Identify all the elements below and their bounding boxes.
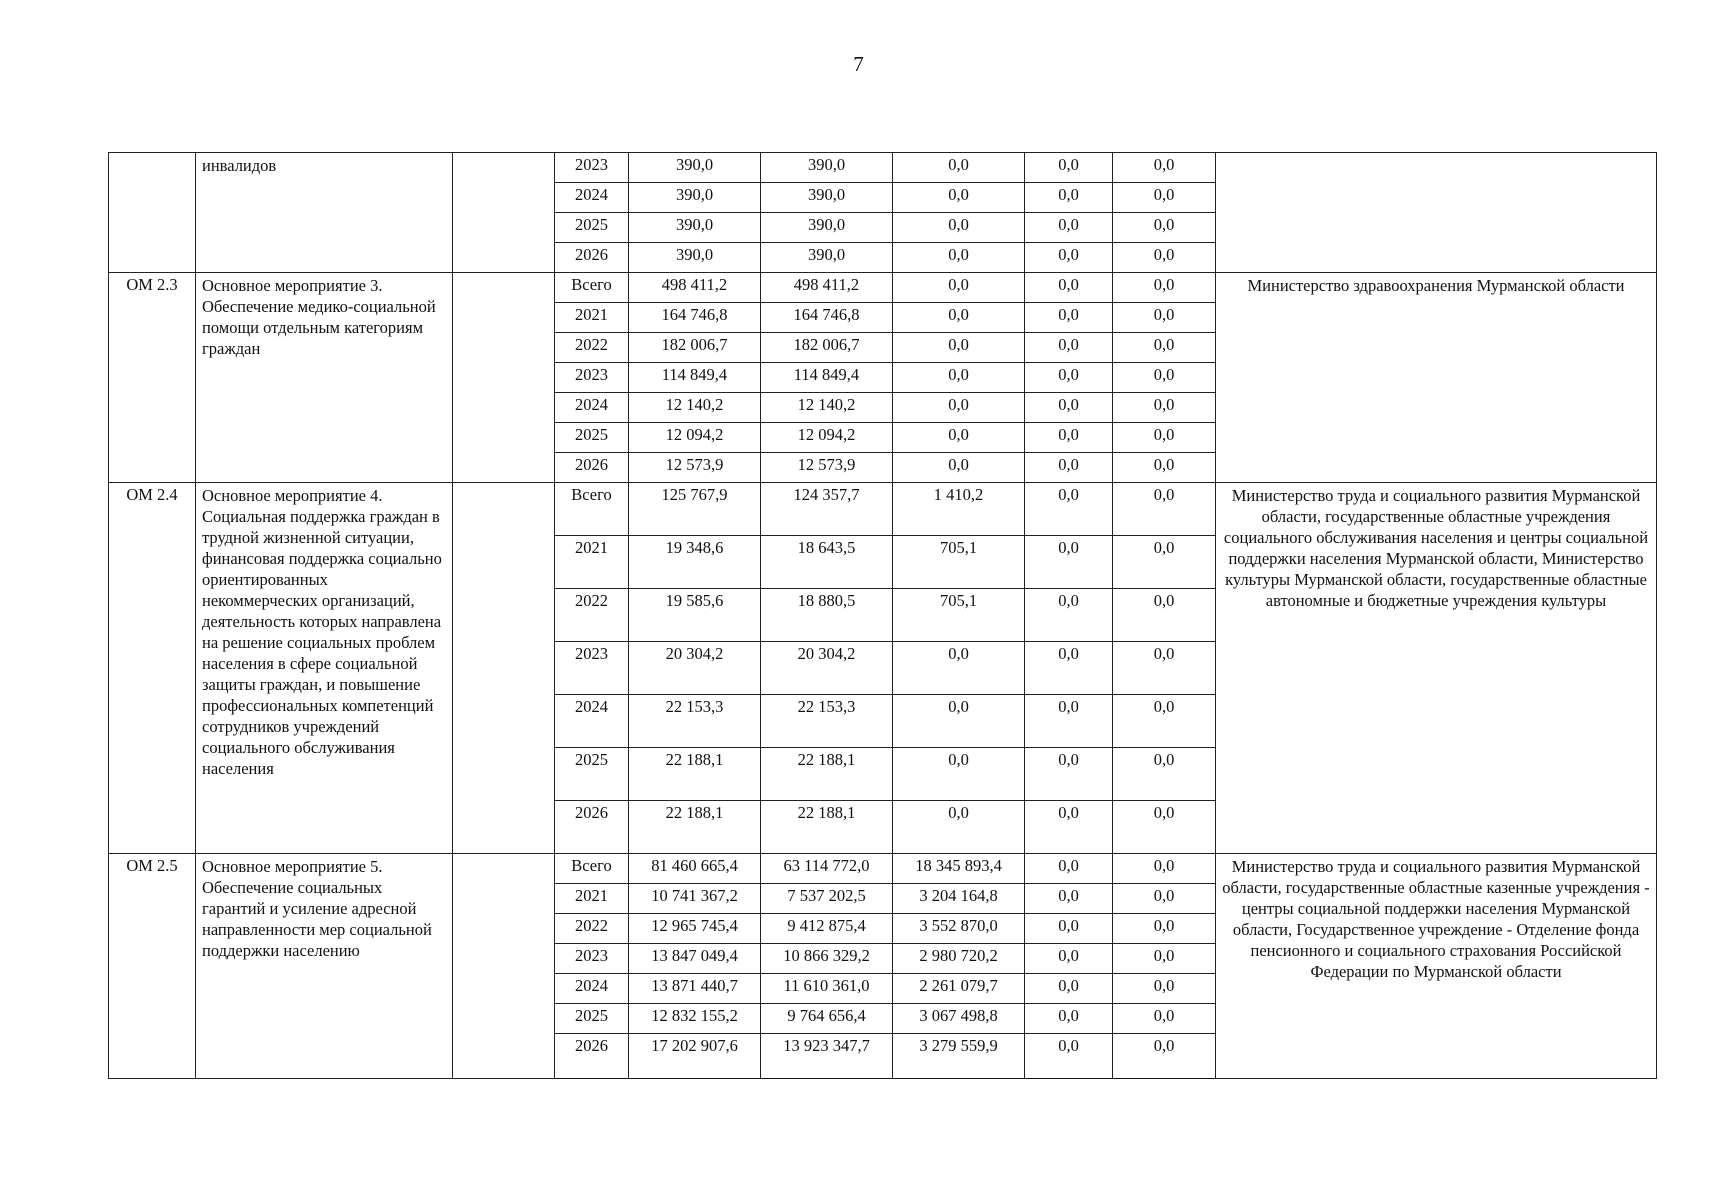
local-cell: 0,0	[1025, 801, 1113, 854]
measure-code: ОМ 2.3	[109, 273, 196, 483]
year-cell: 2024	[555, 393, 629, 423]
other-cell: 0,0	[1113, 153, 1216, 183]
local-cell: 0,0	[1025, 695, 1113, 748]
budget-cell: 390,0	[761, 213, 893, 243]
federal-cell: 18 345 893,4	[893, 854, 1025, 884]
measure-description: Основное мероприятие 3. Обеспечение медико-социальной помощи отдельным категориям граждан	[196, 273, 453, 483]
year-cell: 2024	[555, 183, 629, 213]
year-cell: 2025	[555, 213, 629, 243]
other-cell: 0,0	[1113, 243, 1216, 273]
table-row	[109, 153, 1657, 183]
total-cell: 13 871 440,7	[629, 974, 761, 1004]
total-cell: 498 411,2	[629, 273, 761, 303]
other-cell: 0,0	[1113, 453, 1216, 483]
federal-cell: 0,0	[893, 642, 1025, 695]
other-cell: 0,0	[1113, 273, 1216, 303]
year-cell: 2026	[555, 453, 629, 483]
total-cell: 12 140,2	[629, 393, 761, 423]
other-cell: 0,0	[1113, 854, 1216, 884]
measure-description: Основное мероприятие 4. Социальная поддержка граждан в трудной жизненной ситуации, финансовая поддержка социально ориентированных некоммерческих организаций, деятельность которых направлена на решение социальных проблем населения в сфере социальной защиты граждан, и повышение профессиональных компетенций сотрудников учреждений социального обслуживания населения	[196, 483, 453, 854]
total-cell: 390,0	[629, 153, 761, 183]
federal-cell: 0,0	[893, 423, 1025, 453]
local-cell: 0,0	[1025, 884, 1113, 914]
year-cell: 2023	[555, 944, 629, 974]
other-cell: 0,0	[1113, 748, 1216, 801]
federal-cell: 0,0	[893, 801, 1025, 854]
other-cell: 0,0	[1113, 944, 1216, 974]
table-body	[109, 153, 1657, 1079]
total-cell: 10 741 367,2	[629, 884, 761, 914]
responsible-executor: Министерство труда и социального развития Мурманской области, государственные областные казенные учреждения - центры социальной поддержки населения Мурманской области, Государственное учреждение - Отделение фонда пенсионного и социального страхования Российской Федерации по Мурманской области	[1216, 854, 1657, 1079]
budget-cell: 11 610 361,0	[761, 974, 893, 1004]
other-cell: 0,0	[1113, 801, 1216, 854]
total-cell: 22 153,3	[629, 695, 761, 748]
budget-cell: 12 140,2	[761, 393, 893, 423]
budget-cell: 124 357,7	[761, 483, 893, 536]
year-cell: 2024	[555, 695, 629, 748]
table-row	[109, 854, 1657, 884]
year-cell: 2024	[555, 974, 629, 1004]
other-cell: 0,0	[1113, 333, 1216, 363]
year-cell: 2022	[555, 589, 629, 642]
federal-cell: 0,0	[893, 273, 1025, 303]
page-number: 7	[853, 52, 864, 76]
total-cell: 13 847 049,4	[629, 944, 761, 974]
funding-table	[108, 152, 1657, 1079]
year-cell: 2021	[555, 884, 629, 914]
total-cell: 22 188,1	[629, 748, 761, 801]
local-cell: 0,0	[1025, 642, 1113, 695]
local-cell: 0,0	[1025, 333, 1113, 363]
total-cell: 81 460 665,4	[629, 854, 761, 884]
local-cell: 0,0	[1025, 453, 1113, 483]
local-cell: 0,0	[1025, 483, 1113, 536]
budget-cell: 164 746,8	[761, 303, 893, 333]
year-cell: Всего	[555, 273, 629, 303]
federal-cell: 0,0	[893, 303, 1025, 333]
total-cell: 20 304,2	[629, 642, 761, 695]
year-cell: Всего	[555, 483, 629, 536]
year-cell: 2023	[555, 363, 629, 393]
local-cell: 0,0	[1025, 536, 1113, 589]
total-cell: 164 746,8	[629, 303, 761, 333]
responsible-executor	[1216, 153, 1657, 273]
total-cell: 125 767,9	[629, 483, 761, 536]
total-cell: 12 094,2	[629, 423, 761, 453]
federal-cell: 3 279 559,9	[893, 1034, 1025, 1079]
local-cell: 0,0	[1025, 1004, 1113, 1034]
federal-cell: 3 067 498,8	[893, 1004, 1025, 1034]
federal-cell: 0,0	[893, 393, 1025, 423]
federal-cell: 0,0	[893, 453, 1025, 483]
budget-cell: 12 573,9	[761, 453, 893, 483]
other-cell: 0,0	[1113, 483, 1216, 536]
other-cell: 0,0	[1113, 1034, 1216, 1079]
local-cell: 0,0	[1025, 153, 1113, 183]
local-cell: 0,0	[1025, 944, 1113, 974]
other-cell: 0,0	[1113, 642, 1216, 695]
other-cell: 0,0	[1113, 183, 1216, 213]
total-cell: 22 188,1	[629, 801, 761, 854]
year-cell: 2021	[555, 303, 629, 333]
year-cell: 2021	[555, 536, 629, 589]
budget-cell: 18 880,5	[761, 589, 893, 642]
budget-cell: 18 643,5	[761, 536, 893, 589]
federal-cell: 0,0	[893, 243, 1025, 273]
other-cell: 0,0	[1113, 303, 1216, 333]
federal-cell: 2 980 720,2	[893, 944, 1025, 974]
federal-cell: 1 410,2	[893, 483, 1025, 536]
other-cell: 0,0	[1113, 589, 1216, 642]
total-cell: 19 585,6	[629, 589, 761, 642]
other-cell: 0,0	[1113, 695, 1216, 748]
federal-cell: 705,1	[893, 589, 1025, 642]
other-cell: 0,0	[1113, 423, 1216, 453]
budget-cell: 114 849,4	[761, 363, 893, 393]
federal-cell: 0,0	[893, 183, 1025, 213]
measure-code: ОМ 2.5	[109, 854, 196, 1079]
other-cell: 0,0	[1113, 974, 1216, 1004]
other-cell: 0,0	[1113, 393, 1216, 423]
budget-cell: 9 412 875,4	[761, 914, 893, 944]
total-cell: 114 849,4	[629, 363, 761, 393]
total-cell: 12 832 155,2	[629, 1004, 761, 1034]
local-cell: 0,0	[1025, 183, 1113, 213]
empty-cell	[453, 483, 555, 854]
other-cell: 0,0	[1113, 914, 1216, 944]
other-cell: 0,0	[1113, 884, 1216, 914]
budget-cell: 390,0	[761, 183, 893, 213]
total-cell: 17 202 907,6	[629, 1034, 761, 1079]
total-cell: 12 573,9	[629, 453, 761, 483]
federal-cell: 0,0	[893, 363, 1025, 393]
budget-cell: 498 411,2	[761, 273, 893, 303]
federal-cell: 3 552 870,0	[893, 914, 1025, 944]
year-cell: 2025	[555, 748, 629, 801]
table-row	[109, 483, 1657, 536]
total-cell: 12 965 745,4	[629, 914, 761, 944]
federal-cell: 2 261 079,7	[893, 974, 1025, 1004]
responsible-executor: Министерство труда и социального развития Мурманской области, государственные областные учреждения социального обслуживания населения и центры социальной поддержки населения Мурманской области, Министерство культуры Мурманской области, государственные областные автономные и бюджетные учреждения культуры	[1216, 483, 1657, 854]
empty-cell	[453, 854, 555, 1079]
local-cell: 0,0	[1025, 589, 1113, 642]
empty-cell	[453, 273, 555, 483]
budget-cell: 9 764 656,4	[761, 1004, 893, 1034]
year-cell: 2026	[555, 243, 629, 273]
local-cell: 0,0	[1025, 303, 1113, 333]
budget-cell: 22 188,1	[761, 801, 893, 854]
other-cell: 0,0	[1113, 1004, 1216, 1034]
measure-description: инвалидов	[196, 153, 453, 273]
federal-cell: 0,0	[893, 213, 1025, 243]
measure-description: Основное мероприятие 5. Обеспечение социальных гарантий и усиление адресной направленности мер социальной поддержки населению	[196, 854, 453, 1079]
year-cell: 2023	[555, 153, 629, 183]
local-cell: 0,0	[1025, 854, 1113, 884]
federal-cell: 705,1	[893, 536, 1025, 589]
budget-cell: 7 537 202,5	[761, 884, 893, 914]
year-cell: 2022	[555, 914, 629, 944]
year-cell: 2026	[555, 801, 629, 854]
local-cell: 0,0	[1025, 748, 1113, 801]
local-cell: 0,0	[1025, 243, 1113, 273]
local-cell: 0,0	[1025, 213, 1113, 243]
responsible-executor: Министерство здравоохранения Мурманской области	[1216, 273, 1657, 483]
other-cell: 0,0	[1113, 213, 1216, 243]
total-cell: 390,0	[629, 183, 761, 213]
measure-code	[109, 153, 196, 273]
empty-cell	[453, 153, 555, 273]
budget-cell: 390,0	[761, 243, 893, 273]
budget-cell: 22 153,3	[761, 695, 893, 748]
other-cell: 0,0	[1113, 363, 1216, 393]
year-cell: 2025	[555, 1004, 629, 1034]
year-cell: 2026	[555, 1034, 629, 1079]
local-cell: 0,0	[1025, 1034, 1113, 1079]
total-cell: 390,0	[629, 243, 761, 273]
local-cell: 0,0	[1025, 273, 1113, 303]
federal-cell: 0,0	[893, 748, 1025, 801]
measure-code: ОМ 2.4	[109, 483, 196, 854]
federal-cell: 0,0	[893, 153, 1025, 183]
budget-cell: 20 304,2	[761, 642, 893, 695]
budget-cell: 13 923 347,7	[761, 1034, 893, 1079]
federal-cell: 3 204 164,8	[893, 884, 1025, 914]
total-cell: 390,0	[629, 213, 761, 243]
federal-cell: 0,0	[893, 333, 1025, 363]
budget-cell: 182 006,7	[761, 333, 893, 363]
year-cell: 2023	[555, 642, 629, 695]
local-cell: 0,0	[1025, 363, 1113, 393]
year-cell: Всего	[555, 854, 629, 884]
total-cell: 182 006,7	[629, 333, 761, 363]
total-cell: 19 348,6	[629, 536, 761, 589]
table-row	[109, 273, 1657, 303]
budget-cell: 63 114 772,0	[761, 854, 893, 884]
local-cell: 0,0	[1025, 914, 1113, 944]
local-cell: 0,0	[1025, 423, 1113, 453]
year-cell: 2022	[555, 333, 629, 363]
budget-cell: 390,0	[761, 153, 893, 183]
federal-cell: 0,0	[893, 695, 1025, 748]
year-cell: 2025	[555, 423, 629, 453]
local-cell: 0,0	[1025, 393, 1113, 423]
local-cell: 0,0	[1025, 974, 1113, 1004]
other-cell: 0,0	[1113, 536, 1216, 589]
budget-cell: 12 094,2	[761, 423, 893, 453]
budget-cell: 22 188,1	[761, 748, 893, 801]
budget-cell: 10 866 329,2	[761, 944, 893, 974]
